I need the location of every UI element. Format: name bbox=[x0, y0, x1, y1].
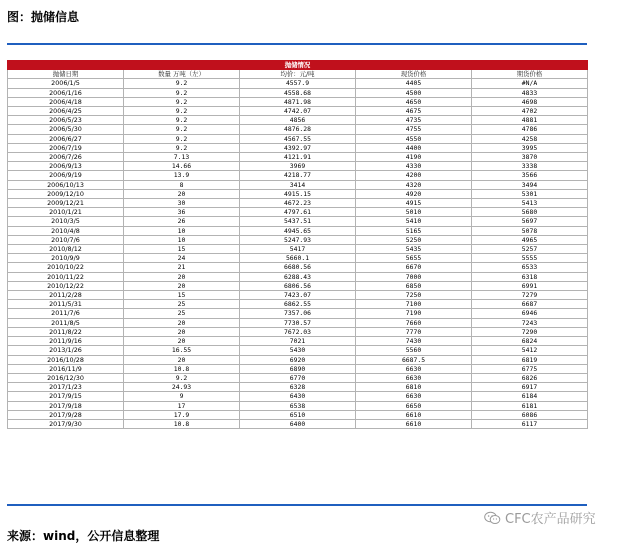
cell-spot-price: 5010 bbox=[356, 208, 472, 217]
cell-avg-price: 6890 bbox=[240, 364, 356, 373]
cell-quantity: 24 bbox=[124, 254, 240, 263]
cell-date: 2016/12/30 bbox=[8, 373, 124, 382]
header-avg-price: 均价：元/吨 bbox=[240, 70, 356, 79]
cell-avg-price: 4557.9 bbox=[240, 79, 356, 88]
table-row bbox=[8, 291, 588, 300]
watermark bbox=[484, 508, 596, 527]
cell-futures-price: 4833 bbox=[472, 88, 588, 97]
cell-spot-price: 4320 bbox=[356, 180, 472, 189]
cell-avg-price: 4797.61 bbox=[240, 208, 356, 217]
cell-futures-price: 4702 bbox=[472, 107, 588, 116]
cell-quantity: 17 bbox=[124, 401, 240, 410]
cell-spot-price: 4755 bbox=[356, 125, 472, 134]
cell-date: 2006/1/5 bbox=[8, 79, 124, 88]
cell-date: 2017/9/18 bbox=[8, 401, 124, 410]
cell-date: 2011/5/31 bbox=[8, 300, 124, 309]
table-row bbox=[8, 245, 588, 254]
cell-quantity: 9.2 bbox=[124, 107, 240, 116]
cell-quantity: 20 bbox=[124, 318, 240, 327]
cell-quantity: 30 bbox=[124, 199, 240, 208]
cell-spot-price: 5655 bbox=[356, 254, 472, 263]
cell-quantity: 24.93 bbox=[124, 383, 240, 392]
cell-quantity: 20 bbox=[124, 281, 240, 290]
cell-avg-price: 4742.07 bbox=[240, 107, 356, 116]
cell-date: 2006/4/18 bbox=[8, 97, 124, 106]
cell-quantity: 20 bbox=[124, 189, 240, 198]
cell-futures-price: 6086 bbox=[472, 410, 588, 419]
table-row bbox=[8, 199, 588, 208]
cell-futures-price: 3995 bbox=[472, 143, 588, 152]
cell-date: 2017/9/30 bbox=[8, 419, 124, 428]
cell-quantity: 9.2 bbox=[124, 88, 240, 97]
table-row bbox=[8, 189, 588, 198]
cell-futures-price: 4786 bbox=[472, 125, 588, 134]
cell-avg-price: 7357.06 bbox=[240, 309, 356, 318]
cell-avg-price: 5437.51 bbox=[240, 217, 356, 226]
cell-quantity: 15 bbox=[124, 245, 240, 254]
cell-spot-price: 6687.5 bbox=[356, 355, 472, 364]
cell-futures-price: 5680 bbox=[472, 208, 588, 217]
figure-title: 图：抛储信息 bbox=[7, 10, 80, 24]
cell-date: 2006/5/23 bbox=[8, 116, 124, 125]
cell-date: 2011/7/6 bbox=[8, 309, 124, 318]
table-row bbox=[8, 337, 588, 346]
cell-quantity: 20 bbox=[124, 327, 240, 336]
cell-futures-price: 3494 bbox=[472, 180, 588, 189]
table-row bbox=[8, 364, 588, 373]
cell-date: 2006/7/19 bbox=[8, 143, 124, 152]
cell-quantity: 20 bbox=[124, 272, 240, 281]
table-row bbox=[8, 327, 588, 336]
cell-date: 2010/7/6 bbox=[8, 235, 124, 244]
cell-avg-price: 4567.55 bbox=[240, 134, 356, 143]
cell-date: 2006/9/13 bbox=[8, 162, 124, 171]
cell-quantity: 15 bbox=[124, 291, 240, 300]
cell-date: 2009/12/10 bbox=[8, 189, 124, 198]
table-row bbox=[8, 401, 588, 410]
cell-avg-price: 4945.65 bbox=[240, 226, 356, 235]
table-row bbox=[8, 318, 588, 327]
cell-date: 2010/10/22 bbox=[8, 263, 124, 272]
table-body bbox=[8, 79, 588, 429]
table-banner: 抛储情况 bbox=[8, 61, 588, 70]
cell-date: 2010/3/5 bbox=[8, 217, 124, 226]
cell-date: 2010/1/21 bbox=[8, 208, 124, 217]
table-row bbox=[8, 419, 588, 428]
table-row bbox=[8, 235, 588, 244]
cell-futures-price: 5301 bbox=[472, 189, 588, 198]
cell-date: 2010/12/22 bbox=[8, 281, 124, 290]
table-row bbox=[8, 217, 588, 226]
bottom-divider bbox=[7, 504, 587, 506]
cell-avg-price: 4871.98 bbox=[240, 97, 356, 106]
cell-spot-price: 6670 bbox=[356, 263, 472, 272]
cell-date: 2006/1/16 bbox=[8, 88, 124, 97]
cell-avg-price: 6288.43 bbox=[240, 272, 356, 281]
cell-avg-price: 5660.1 bbox=[240, 254, 356, 263]
cell-spot-price: 7000 bbox=[356, 272, 472, 281]
cell-avg-price: 4218.77 bbox=[240, 171, 356, 180]
cell-avg-price: 4876.28 bbox=[240, 125, 356, 134]
cell-spot-price: 4405 bbox=[356, 79, 472, 88]
cell-date: 2010/8/12 bbox=[8, 245, 124, 254]
cell-spot-price: 6850 bbox=[356, 281, 472, 290]
cell-futures-price: 6184 bbox=[472, 392, 588, 401]
table-row bbox=[8, 116, 588, 125]
cell-avg-price: 4121.91 bbox=[240, 153, 356, 162]
cell-futures-price: 5257 bbox=[472, 245, 588, 254]
header-quantity: 数量 万吨（左） bbox=[124, 70, 240, 79]
cell-futures-price: 4698 bbox=[472, 97, 588, 106]
cell-spot-price: 4650 bbox=[356, 97, 472, 106]
table-row bbox=[8, 346, 588, 355]
table-row bbox=[8, 300, 588, 309]
cell-quantity: 9.2 bbox=[124, 125, 240, 134]
table-row bbox=[8, 254, 588, 263]
cell-quantity: 21 bbox=[124, 263, 240, 272]
cell-futures-price: 4965 bbox=[472, 235, 588, 244]
cell-quantity: 20 bbox=[124, 337, 240, 346]
reserve-sale-table bbox=[7, 60, 588, 429]
cell-quantity: 9 bbox=[124, 392, 240, 401]
table-row bbox=[8, 88, 588, 97]
table-row bbox=[8, 355, 588, 364]
table-row bbox=[8, 309, 588, 318]
cell-spot-price: 4915 bbox=[356, 199, 472, 208]
cell-quantity: 25 bbox=[124, 300, 240, 309]
table-row bbox=[8, 143, 588, 152]
cell-futures-price: #N/A bbox=[472, 79, 588, 88]
header-futures-price: 期货价格 bbox=[472, 70, 588, 79]
cell-quantity: 10.8 bbox=[124, 419, 240, 428]
cell-futures-price: 5413 bbox=[472, 199, 588, 208]
cell-futures-price: 3338 bbox=[472, 162, 588, 171]
cell-quantity: 9.2 bbox=[124, 143, 240, 152]
cell-spot-price: 4200 bbox=[356, 171, 472, 180]
table-row bbox=[8, 107, 588, 116]
cell-avg-price: 6920 bbox=[240, 355, 356, 364]
cell-spot-price: 4400 bbox=[356, 143, 472, 152]
cell-futures-price: 7243 bbox=[472, 318, 588, 327]
cell-futures-price: 6824 bbox=[472, 337, 588, 346]
cell-spot-price: 5435 bbox=[356, 245, 472, 254]
header-date: 抛储日期 bbox=[8, 70, 124, 79]
cell-futures-price: 5078 bbox=[472, 226, 588, 235]
cell-quantity: 9.2 bbox=[124, 97, 240, 106]
cell-date: 2017/1/23 bbox=[8, 383, 124, 392]
table-row bbox=[8, 263, 588, 272]
top-divider bbox=[7, 43, 587, 45]
cell-spot-price: 6650 bbox=[356, 401, 472, 410]
table-row bbox=[8, 208, 588, 217]
cell-date: 2013/1/26 bbox=[8, 346, 124, 355]
cell-avg-price: 7730.57 bbox=[240, 318, 356, 327]
table-row bbox=[8, 383, 588, 392]
table-row bbox=[8, 162, 588, 171]
cell-futures-price: 3870 bbox=[472, 153, 588, 162]
cell-quantity: 10 bbox=[124, 226, 240, 235]
cell-date: 2006/6/27 bbox=[8, 134, 124, 143]
cell-avg-price: 4915.15 bbox=[240, 189, 356, 198]
cell-date: 2009/12/21 bbox=[8, 199, 124, 208]
cell-quantity: 13.9 bbox=[124, 171, 240, 180]
cell-avg-price: 5417 bbox=[240, 245, 356, 254]
cell-avg-price: 7423.07 bbox=[240, 291, 356, 300]
cell-spot-price: 7430 bbox=[356, 337, 472, 346]
cell-spot-price: 5560 bbox=[356, 346, 472, 355]
cell-spot-price: 4920 bbox=[356, 189, 472, 198]
cell-quantity: 8 bbox=[124, 180, 240, 189]
cell-futures-price: 6181 bbox=[472, 401, 588, 410]
table-row bbox=[8, 392, 588, 401]
cell-date: 2011/2/28 bbox=[8, 291, 124, 300]
cell-date: 2016/10/28 bbox=[8, 355, 124, 364]
cell-avg-price: 6680.56 bbox=[240, 263, 356, 272]
cell-futures-price: 3566 bbox=[472, 171, 588, 180]
cell-futures-price: 5697 bbox=[472, 217, 588, 226]
cell-quantity: 14.66 bbox=[124, 162, 240, 171]
cell-spot-price: 5410 bbox=[356, 217, 472, 226]
cell-quantity: 10 bbox=[124, 235, 240, 244]
cell-date: 2011/8/22 bbox=[8, 327, 124, 336]
table-row bbox=[8, 272, 588, 281]
cell-avg-price: 6510 bbox=[240, 410, 356, 419]
cell-avg-price: 4672.23 bbox=[240, 199, 356, 208]
cell-date: 2006/10/13 bbox=[8, 180, 124, 189]
cell-quantity: 17.9 bbox=[124, 410, 240, 419]
cell-avg-price: 6770 bbox=[240, 373, 356, 382]
cell-avg-price: 6328 bbox=[240, 383, 356, 392]
table-row bbox=[8, 226, 588, 235]
cell-futures-price: 4258 bbox=[472, 134, 588, 143]
cell-avg-price: 6430 bbox=[240, 392, 356, 401]
cell-futures-price: 6819 bbox=[472, 355, 588, 364]
cell-avg-price: 3414 bbox=[240, 180, 356, 189]
cell-futures-price: 7279 bbox=[472, 291, 588, 300]
cell-spot-price: 7190 bbox=[356, 309, 472, 318]
cell-avg-price: 4558.68 bbox=[240, 88, 356, 97]
cell-date: 2006/7/26 bbox=[8, 153, 124, 162]
cell-date: 2006/4/25 bbox=[8, 107, 124, 116]
cell-quantity: 9.2 bbox=[124, 134, 240, 143]
cell-spot-price: 6610 bbox=[356, 419, 472, 428]
cell-date: 2017/9/15 bbox=[8, 392, 124, 401]
table-row bbox=[8, 125, 588, 134]
cell-spot-price: 6810 bbox=[356, 383, 472, 392]
cell-spot-price: 4190 bbox=[356, 153, 472, 162]
cell-avg-price: 6538 bbox=[240, 401, 356, 410]
cell-date: 2017/9/28 bbox=[8, 410, 124, 419]
table-row bbox=[8, 180, 588, 189]
cell-quantity: 36 bbox=[124, 208, 240, 217]
table-row bbox=[8, 134, 588, 143]
source-note: 来源：wind，公开信息整理 bbox=[7, 529, 160, 543]
table-banner-row bbox=[8, 61, 588, 70]
table-row bbox=[8, 373, 588, 382]
cell-spot-price: 4500 bbox=[356, 88, 472, 97]
cell-spot-price: 7250 bbox=[356, 291, 472, 300]
cell-avg-price: 5247.93 bbox=[240, 235, 356, 244]
cell-futures-price: 6687 bbox=[472, 300, 588, 309]
table-row bbox=[8, 79, 588, 88]
cell-spot-price: 7100 bbox=[356, 300, 472, 309]
cell-avg-price: 4856 bbox=[240, 116, 356, 125]
cell-quantity: 9.2 bbox=[124, 373, 240, 382]
cell-spot-price: 4675 bbox=[356, 107, 472, 116]
cell-quantity: 25 bbox=[124, 309, 240, 318]
cell-date: 2016/11/9 bbox=[8, 364, 124, 373]
cell-futures-price: 7290 bbox=[472, 327, 588, 336]
cell-spot-price: 6630 bbox=[356, 392, 472, 401]
cell-futures-price: 6917 bbox=[472, 383, 588, 392]
cell-spot-price: 5250 bbox=[356, 235, 472, 244]
cell-quantity: 16.55 bbox=[124, 346, 240, 355]
cell-date: 2010/11/22 bbox=[8, 272, 124, 281]
cell-futures-price: 6946 bbox=[472, 309, 588, 318]
table-header-row bbox=[8, 70, 588, 79]
cell-quantity: 9.2 bbox=[124, 116, 240, 125]
cell-spot-price: 6630 bbox=[356, 364, 472, 373]
watermark-text: CFC农产品研究 bbox=[505, 512, 596, 527]
cell-futures-price: 6991 bbox=[472, 281, 588, 290]
table-row bbox=[8, 97, 588, 106]
table-row bbox=[8, 153, 588, 162]
cell-quantity: 20 bbox=[124, 355, 240, 364]
cell-spot-price: 5165 bbox=[356, 226, 472, 235]
cell-date: 2006/9/19 bbox=[8, 171, 124, 180]
cell-date: 2010/9/9 bbox=[8, 254, 124, 263]
cell-avg-price: 6806.56 bbox=[240, 281, 356, 290]
cell-spot-price: 7660 bbox=[356, 318, 472, 327]
cell-avg-price: 6400 bbox=[240, 419, 356, 428]
cell-avg-price: 3969 bbox=[240, 162, 356, 171]
cell-quantity: 26 bbox=[124, 217, 240, 226]
table-row bbox=[8, 171, 588, 180]
cell-futures-price: 6533 bbox=[472, 263, 588, 272]
cell-spot-price: 7770 bbox=[356, 327, 472, 336]
header-spot-price: 现货价格 bbox=[356, 70, 472, 79]
cell-quantity: 10.8 bbox=[124, 364, 240, 373]
cell-spot-price: 4550 bbox=[356, 134, 472, 143]
cell-futures-price: 6117 bbox=[472, 419, 588, 428]
cell-quantity: 7.13 bbox=[124, 153, 240, 162]
cell-futures-price: 5555 bbox=[472, 254, 588, 263]
cell-avg-price: 4392.97 bbox=[240, 143, 356, 152]
cell-date: 2011/9/16 bbox=[8, 337, 124, 346]
cell-avg-price: 6862.55 bbox=[240, 300, 356, 309]
cell-avg-price: 5430 bbox=[240, 346, 356, 355]
cell-futures-price: 6318 bbox=[472, 272, 588, 281]
table-row bbox=[8, 281, 588, 290]
cell-quantity: 9.2 bbox=[124, 79, 240, 88]
cell-futures-price: 6826 bbox=[472, 373, 588, 382]
cell-spot-price: 4735 bbox=[356, 116, 472, 125]
wechat-icon bbox=[484, 511, 501, 525]
cell-date: 2006/5/30 bbox=[8, 125, 124, 134]
cell-spot-price: 4330 bbox=[356, 162, 472, 171]
cell-avg-price: 7672.03 bbox=[240, 327, 356, 336]
cell-spot-price: 6610 bbox=[356, 410, 472, 419]
cell-date: 2010/4/8 bbox=[8, 226, 124, 235]
table-row bbox=[8, 410, 588, 419]
cell-futures-price: 4881 bbox=[472, 116, 588, 125]
cell-spot-price: 6630 bbox=[356, 373, 472, 382]
cell-avg-price: 7021 bbox=[240, 337, 356, 346]
cell-futures-price: 5412 bbox=[472, 346, 588, 355]
cell-futures-price: 6775 bbox=[472, 364, 588, 373]
cell-date: 2011/8/5 bbox=[8, 318, 124, 327]
